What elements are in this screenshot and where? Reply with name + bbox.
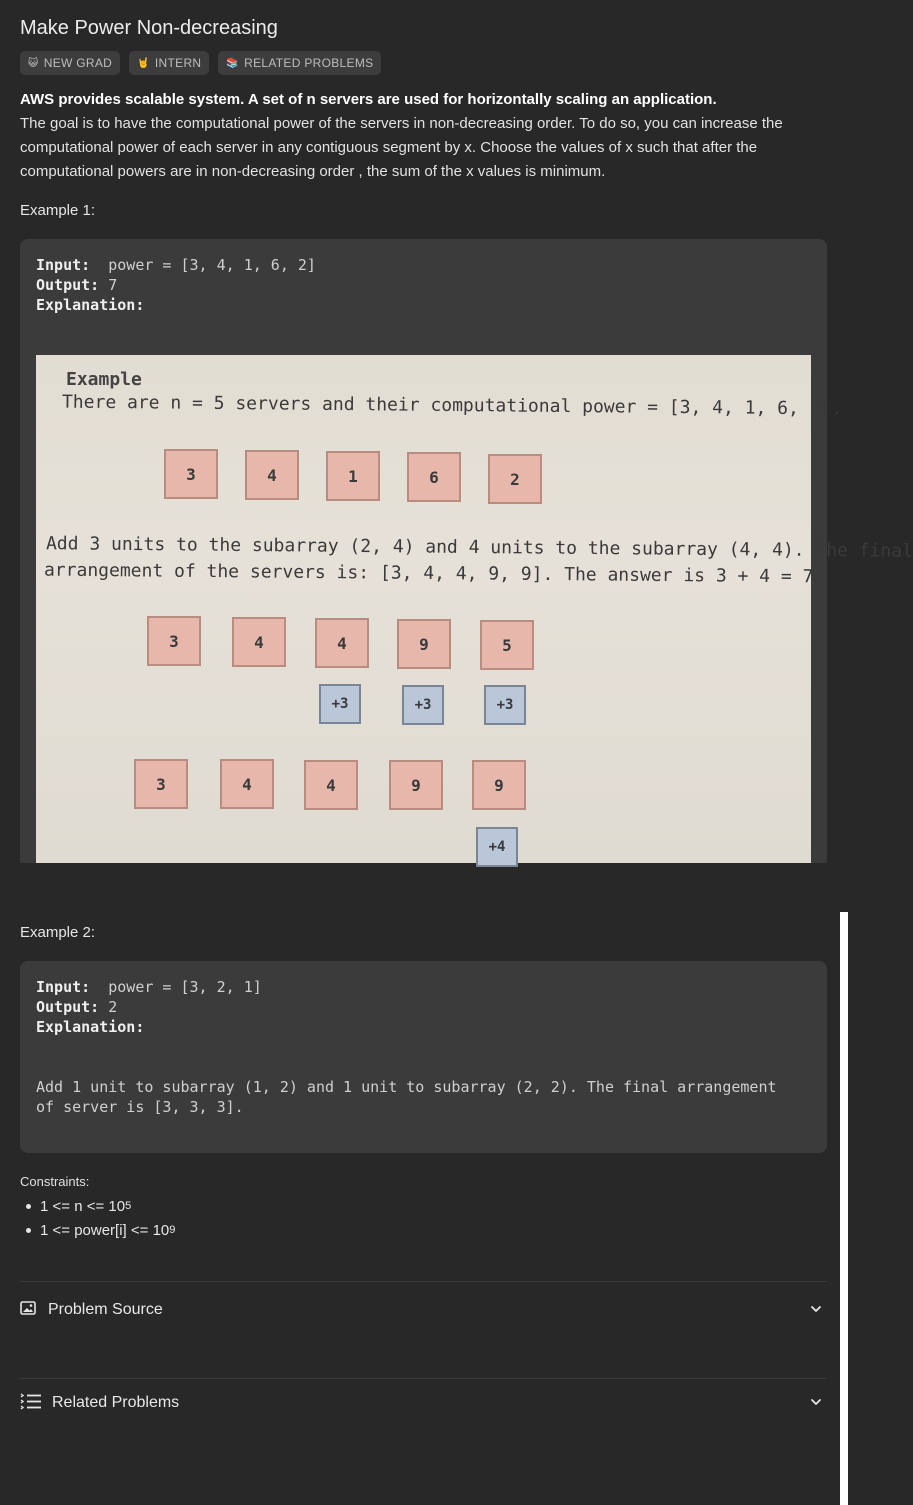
chevron-down-icon[interactable] — [809, 1302, 823, 1321]
server-box: 4 — [232, 617, 286, 667]
chevron-down-icon[interactable] — [809, 1395, 823, 1414]
constraints-list — [22, 1194, 175, 1242]
bullet — [26, 1228, 31, 1233]
add-box: +3 — [319, 684, 361, 724]
input-value: power = [3, 4, 1, 6, 2] — [108, 256, 316, 274]
server-box: 2 — [488, 454, 542, 504]
accordion-label: Related Problems — [52, 1394, 180, 1411]
example-2-box — [20, 961, 827, 1153]
server-box: 4 — [315, 618, 369, 668]
constraint-exponent: 9 — [169, 1224, 176, 1236]
page-title: Make Power Non-decreasing — [20, 17, 278, 39]
example-photo — [36, 355, 913, 863]
image-icon — [20, 1300, 36, 1321]
explanation-line-1: Add 1 unit to subarray (1, 2) and 1 unit to subarray (2, 2). The final arrangement — [36, 1078, 777, 1096]
hand-icon: 🤘 — [137, 57, 150, 69]
add-box: +3 — [484, 685, 526, 725]
add-box: +3 — [402, 685, 444, 725]
accordion-problem-source[interactable] — [20, 1298, 827, 1322]
server-box: 9 — [472, 760, 526, 810]
output-value: 2 — [108, 998, 118, 1016]
page-edge — [840, 912, 848, 1505]
explanation-key: Explanation: — [36, 1018, 145, 1036]
explanation-line-2: of server is [3, 3, 3]. — [36, 1098, 244, 1116]
input-key: Input: — [36, 256, 91, 274]
tag-list — [20, 51, 381, 75]
divider — [20, 1281, 827, 1282]
photo-line-1: There are n = 5 servers and their computational power = [3, 4, 1, 6, 2]. — [61, 391, 843, 420]
server-box: 4 — [304, 760, 358, 810]
bullet — [26, 1204, 31, 1209]
tag-label: NEW GRAD — [43, 56, 113, 70]
photo-line-2: Add 3 units to the subarray (2, 4) and 4 units to the subarray (4, 4). The final — [45, 533, 913, 562]
constraint-item — [22, 1218, 175, 1242]
server-box: 9 — [389, 760, 443, 810]
photo-heading: Example — [66, 369, 142, 390]
output-value: 7 — [108, 276, 118, 294]
tag-new-grad[interactable] — [20, 51, 120, 75]
constraint-exponent: 5 — [125, 1200, 132, 1212]
tag-related-problems[interactable] — [218, 51, 381, 75]
constraint-text: 1 <= n <= 10 — [40, 1197, 126, 1215]
tag-label: RELATED PROBLEMS — [244, 56, 374, 70]
server-box: 1 — [326, 451, 380, 501]
server-box: 4 — [245, 450, 299, 500]
server-box: 3 — [134, 759, 188, 809]
photo-line-3: arrangement of the servers is: [3, 4, 4, 9, 9]. The answer is 3 + 4 = 7. — [43, 559, 825, 588]
accordion-label: Problem Source — [48, 1301, 163, 1318]
list-icon — [20, 1392, 42, 1415]
divider — [20, 1378, 827, 1379]
input-key: Input: — [36, 978, 91, 996]
example-2-label: Example 2: — [20, 924, 96, 941]
server-box: 4 — [220, 759, 274, 809]
server-box: 6 — [407, 452, 461, 502]
books-icon: 📚 — [226, 57, 240, 69]
constraints-label: Constraints: — [20, 1174, 90, 1189]
output-key: Output: — [36, 998, 100, 1016]
server-box: 9 — [397, 619, 451, 669]
constraint-item — [22, 1194, 175, 1218]
cat-icon: 😺 — [28, 57, 39, 69]
explanation-key: Explanation: — [36, 296, 145, 314]
input-value: power = [3, 2, 1] — [108, 978, 262, 996]
server-box: 3 — [147, 616, 201, 666]
constraint-text: 1 <= power[i] <= 10 — [40, 1221, 170, 1239]
server-box: 3 — [164, 449, 218, 499]
example-1-box — [20, 239, 913, 863]
example-1-label: Example 1: — [20, 202, 96, 219]
tag-label: INTERN — [154, 56, 202, 70]
problem-description — [20, 88, 826, 184]
server-box: 5 — [480, 620, 534, 670]
description-bold: AWS provides scalable system. A set of n servers are used for horizontally scaling an application. — [20, 91, 717, 108]
add-box: +4 — [476, 827, 518, 867]
output-key: Output: — [36, 276, 100, 294]
tag-intern[interactable] — [129, 51, 209, 75]
accordion-related-problems[interactable] — [20, 1391, 827, 1415]
description-body: The goal is to have the computational power of the servers in non-decreasing order. To do so, you can increase the computational power of each server in any contiguous segment by x. Choose the values of x such that after the computational powers are in non-decreasing order , the sum of the x values is minimum. — [20, 115, 783, 180]
